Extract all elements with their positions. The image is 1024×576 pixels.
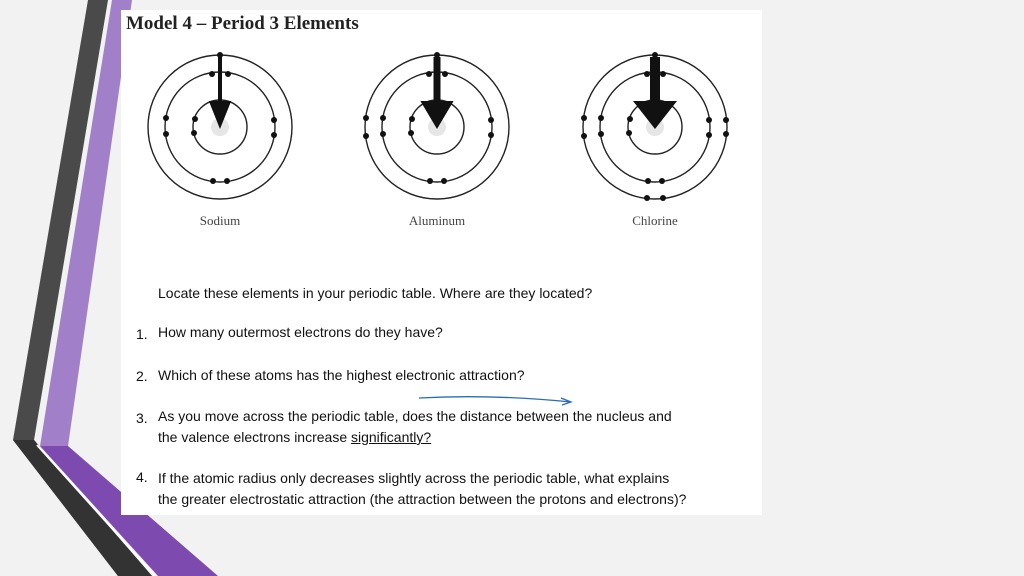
electron	[581, 133, 587, 139]
attraction-arrow-head	[633, 101, 677, 129]
worksheet-title: Model 4 – Period 3 Elements	[126, 13, 359, 34]
electron	[644, 71, 650, 77]
worksheet	[121, 10, 762, 515]
atom-label-chlorine: Chlorine	[632, 213, 678, 228]
question-number: 3.	[136, 410, 148, 426]
electron	[659, 178, 665, 184]
atom-label-aluminum: Aluminum	[408, 213, 466, 228]
electron	[644, 195, 650, 201]
electron	[723, 131, 729, 137]
electron	[723, 117, 729, 123]
electron	[191, 130, 197, 136]
electron	[598, 131, 604, 137]
atom-diagrams	[121, 10, 762, 240]
electron	[626, 130, 632, 136]
question-4	[158, 468, 686, 510]
attraction-arrow-shaft	[434, 57, 441, 105]
electron	[627, 116, 633, 122]
question-3-line-1: As you move across the periodic table, does the distance between the nucleus and	[158, 408, 672, 424]
electron	[408, 130, 414, 136]
question-2: Which of these atoms has the highest electronic attraction?	[158, 367, 525, 383]
question-1: How many outermost electrons do they have?	[158, 324, 443, 340]
question-number: 4.	[136, 469, 148, 485]
electron	[598, 115, 604, 121]
electron	[192, 116, 198, 122]
question-number: 1.	[136, 326, 148, 342]
electron	[442, 71, 448, 77]
electron	[660, 195, 666, 201]
electron	[409, 116, 415, 122]
electron	[380, 131, 386, 137]
electron	[209, 71, 215, 77]
electron	[581, 115, 587, 121]
electron	[271, 132, 277, 138]
electron	[427, 178, 433, 184]
electron	[363, 133, 369, 139]
atom-label-sodium: Sodium	[199, 213, 241, 228]
electron	[488, 132, 494, 138]
question-number: 2.	[136, 368, 148, 384]
question-3	[158, 406, 672, 448]
attraction-arrow-head	[420, 101, 453, 129]
electron	[488, 117, 494, 123]
attraction-arrow-shaft	[650, 57, 660, 105]
electron	[225, 71, 231, 77]
electron	[660, 71, 666, 77]
question-3-line-2: the valence electrons increase significantly?	[158, 429, 432, 445]
underlined-word: significantly?	[351, 429, 432, 445]
electron	[224, 178, 230, 184]
electron	[363, 115, 369, 121]
electron	[645, 178, 651, 184]
electron	[380, 115, 386, 121]
question-4-line-1: If the atomic radius only decreases slightly across the periodic table, what explains	[158, 470, 670, 486]
question-4-line-2: the greater electrostatic attraction (the attraction between the protons and electrons)?	[158, 491, 687, 507]
electron	[210, 178, 216, 184]
electron	[163, 131, 169, 137]
attraction-arrow-shaft	[218, 57, 222, 105]
electron	[441, 178, 447, 184]
electron	[163, 115, 169, 121]
electron	[271, 117, 277, 123]
electron	[706, 117, 712, 123]
electron	[706, 132, 712, 138]
intro-question: Locate these elements in your periodic table. Where are they located?	[158, 285, 593, 301]
electron	[426, 71, 432, 77]
